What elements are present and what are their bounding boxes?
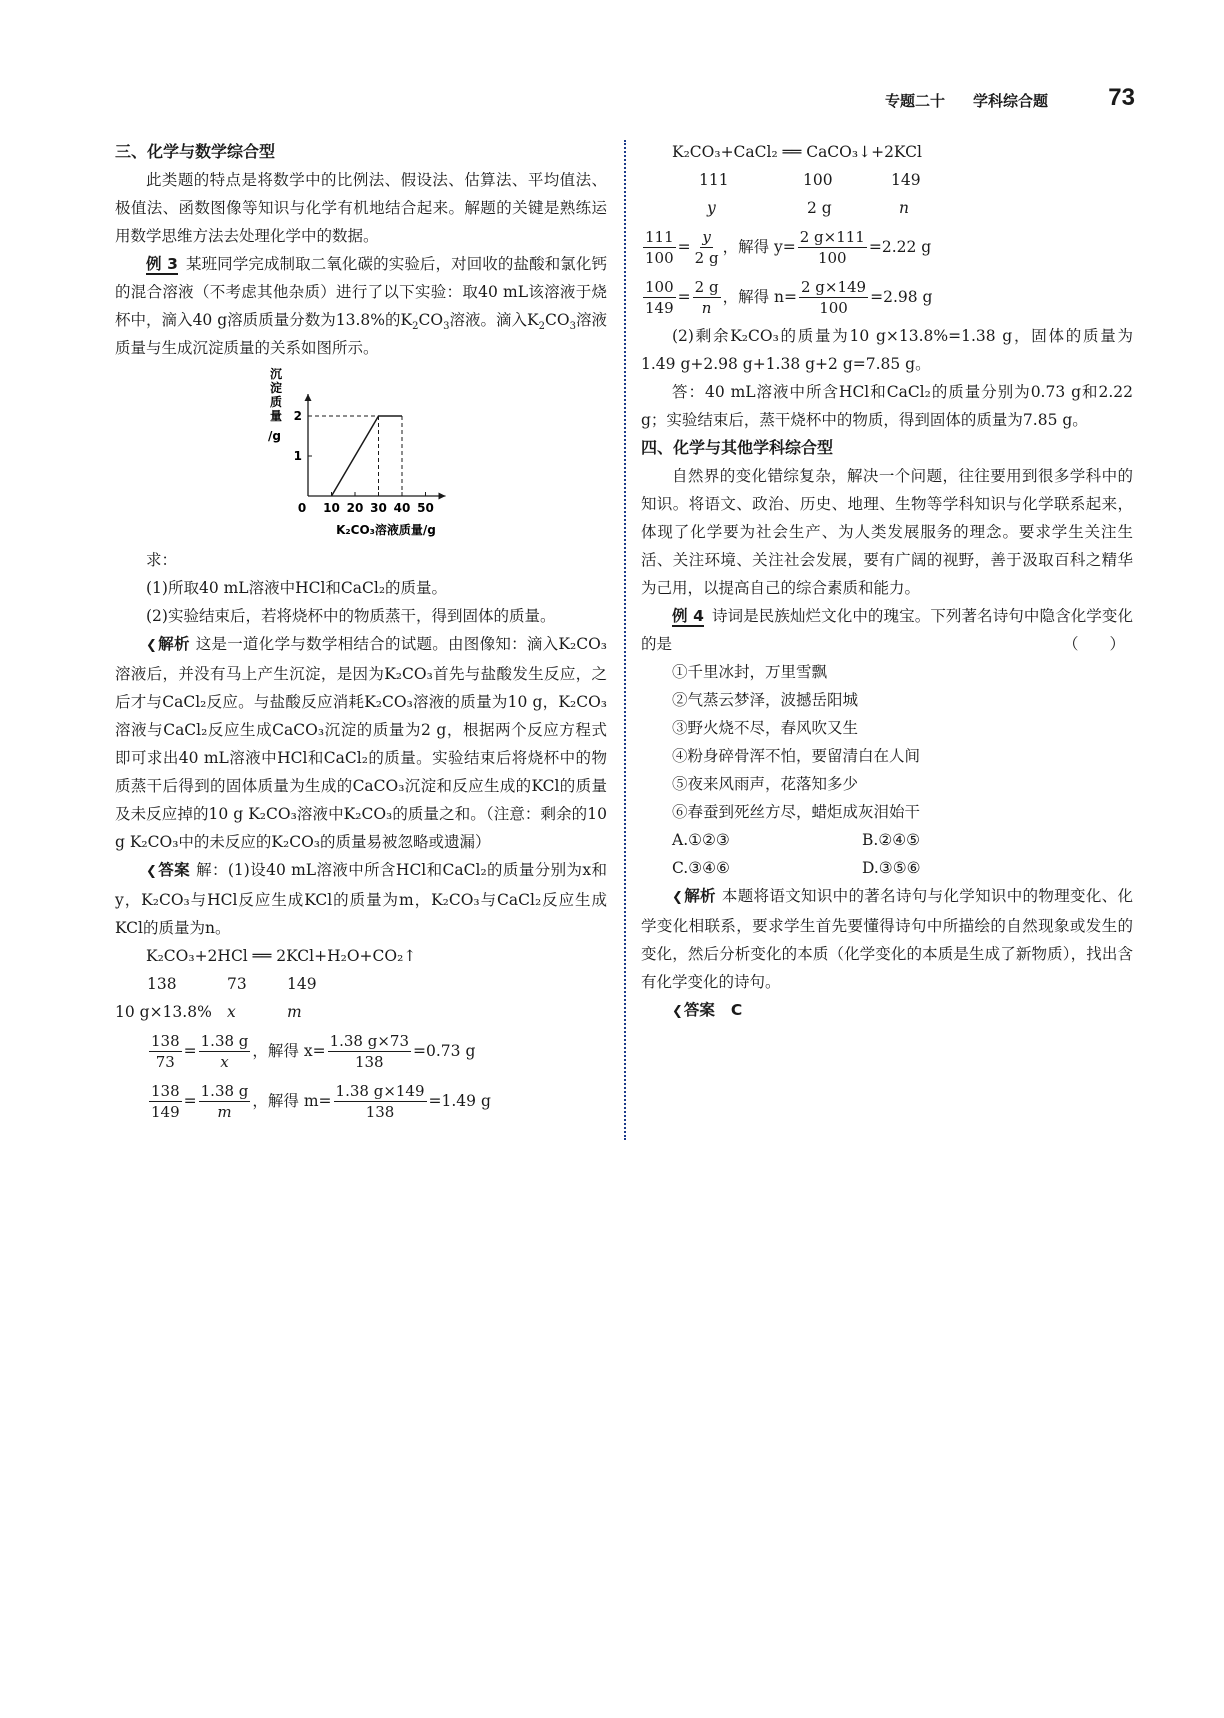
page-number: 73: [1108, 84, 1135, 111]
equation-1-molar: 138 73 149: [147, 975, 317, 993]
column-divider: [624, 140, 626, 1140]
x-axis-arrow-icon: [439, 493, 446, 500]
y-axis-label: 量: [270, 409, 283, 423]
options-row-1: [672, 826, 1133, 854]
option-d: D.③⑤⑥: [862, 859, 921, 877]
option-c: C.③④⑥: [672, 859, 730, 877]
analysis-marker-icon: ❮: [672, 890, 683, 905]
right-column: [641, 138, 1133, 1026]
answer-marker-icon: ❮: [146, 864, 157, 879]
example4-analysis: ❮解析 本题将语文知识中的著名诗句与化学知识中的物理变化、化学变化相联系，要求学生首先要懂得诗句中所描绘的自然现象或发生的变化，然后分析变化的本质（化学变化的本质是生成了新物质），找出含有化学变化的诗句。: [641, 887, 1133, 991]
answer-tag: ❮答案: [146, 861, 191, 879]
equation-2-masses: y 2 g n: [707, 199, 909, 217]
equation-2-molar: 111 100 149: [699, 171, 921, 189]
section4-intro: 自然界的变化错综复杂，解决一个问题，往往要用到很多学科中的知识。将语文、政治、历史、地理、生物等学科知识与化学联系起来，体现了化学要为社会生产、为人类发展服务的理念。要求学生关注生活、关注环境、关注社会发展，要有广阔的视野，善于汲取百科之精华为己用，以提高自己的综合素质和能力。: [641, 467, 1133, 597]
example3-q2: (2)实验结束后，若将烧杯中的物质蒸干，得到固体的质量。: [146, 607, 556, 625]
answer-value: C: [730, 1001, 743, 1019]
y-axis-label-unit: /g: [268, 429, 281, 443]
y-tick-label: 2: [293, 409, 302, 423]
y-axis-label: 沉: [270, 367, 283, 381]
poem-item: ⑥春蚕到死丝方尽，蜡炬成灰泪始干: [672, 803, 921, 821]
example3-q1: (1)所取40 mL溶液中HCl和CaCl₂的质量。: [146, 579, 448, 597]
option-a: A.①②③: [672, 831, 730, 849]
example3-stem: 例 3 某班同学完成制取二氧化碳的实验后，对回收的盐酸和氯化钙的混合溶液（不考虑其他杂质）进行了以下实验：取40 mL该溶液于烧杯中，滴入40 g溶质质量分数为13.8%的$K_2CO_3$溶液。滴入$K_2CO_3$溶液质量与生成沉淀质量的关系如图所示。: [115, 255, 607, 357]
x-tick-label: 0: [297, 501, 307, 515]
x-axis-label: K₂CO₃溶液质量/g: [336, 523, 436, 537]
x-tick-label: 40: [393, 501, 411, 515]
options-row-2: [672, 854, 1133, 882]
example3-part2: (2)剩余K₂CO₃的质量为10 g×13.8%=1.38 g，固体的质量为1.49 g+2.98 g+1.38 g+2 g=7.85 g。: [641, 327, 1133, 373]
x-tick-label: 20: [346, 501, 364, 515]
calc-y: $\frac{111}{100}$ = $\frac{y}{2 g}$ ，解得 y= $\frac{2 g\times 111}{100}$ =2.22 g: [645, 227, 932, 267]
y-axis-arrow-icon: [305, 394, 312, 401]
equation-1-masses: 10 g×13.8% x m: [115, 1003, 302, 1021]
poem-item: ④粉身碎骨浑不怕，要留清白在人间: [672, 747, 921, 765]
header-subject: 学科综合题: [973, 92, 1049, 110]
answer-tag: ❮答案: [672, 1001, 715, 1019]
poem-item: ②气蒸云梦泽，波撼岳阳城: [672, 691, 859, 709]
poem-item: ⑤夜来风雨声，花落知多少: [672, 775, 859, 793]
section3-intro: 此类题的特点是将数学中的比例法、假设法、估算法、平均值法、极值法、函数图像等知识与化学有机地结合起来。解题的关键是熟练运用数学思维方法去处理化学中的数据。: [115, 171, 607, 245]
analysis-tag: ❮解析: [672, 887, 716, 905]
x-tick-label: 50: [417, 501, 434, 515]
analysis-marker-icon: ❮: [146, 638, 157, 653]
answer-blank: （ ）: [1062, 635, 1125, 653]
equation-1: K₂CO₃+2HCl ══ 2KCl+H₂O+CO₂↑: [146, 947, 417, 965]
calc-m: $\frac{138}{149}$ = $\frac{1.38 g}{m}$ ，解得 m= $\frac{1.38 g\times 149}{138}$ =1.49 g: [151, 1081, 491, 1121]
example3-analysis: ❮解析 这是一道化学与数学相结合的试题。由图像知：滴入K₂CO₃溶液后，并没有马上产生沉淀，是因为K₂CO₃首先与盐酸发生反应，之后才与CaCl₂反应。与盐酸反应消耗K₂CO₃溶液的质量为10 g，K₂CO₃溶液与CaCl₂反应生成CaCO₃沉淀的质量为2 g，根据两个反应方程式即可求出40 mL溶液中HCl和CaCl₂的质量。实验结束后将烧杯中的物质蒸干后得到的固体质量为生成的CaCO₃沉淀和反应生成的KCl的质量及未反应掉的10 g K₂CO₃溶液中K₂CO₃的质量之和。（注意：剩余的10 g K₂CO₃中的未反应的K₂CO₃的质量易被忽略或遗漏）: [115, 635, 607, 851]
analysis-tag: ❮解析: [146, 635, 190, 653]
header-topic: 专题二十: [885, 92, 946, 110]
answer-marker-icon: ❮: [672, 1004, 683, 1019]
example4-stem: 例 4 诗词是民族灿烂文化中的瑰宝。下列著名诗句中隐含化学变化的是 （ ）: [641, 602, 1133, 658]
example3-answer: ❮答案 解：(1)设40 mL溶液中所含HCl和CaCl₂的质量分别为x和y，K₂CO₃与HCl反应生成KCl的质量为m，K₂CO₃与CaCl₂反应生成KCl的质量为n。: [115, 861, 607, 937]
calc-x: $\frac{138}{73}$ = $\frac{1.38 g}{x}$ ，解得 x= $\frac{1.38 g\times 73}{138}$ =0.73 g: [151, 1031, 476, 1071]
y-axis-label: 淀: [270, 381, 283, 395]
x-tick-label: 10: [323, 501, 340, 515]
left-column: [115, 138, 607, 1126]
example3-label: 例 3: [146, 255, 178, 273]
page-header: [885, 84, 1135, 114]
example3-conclusion: 答：40 mL溶液中所含HCl和CaCl₂的质量分别为0.73 g和2.22 g；实验结束后，蒸干烧杯中的物质，得到固体的质量为7.85 g。: [641, 383, 1133, 429]
calc-n: $\frac{100}{149}$ = $\frac{2 g}{n}$ ，解得 n= $\frac{2 g\times 149}{100}$ =2.98 g: [645, 277, 933, 317]
example4-label: 例 4: [672, 607, 704, 625]
poem-item: ③野火烧不尽，春风吹又生: [672, 719, 859, 737]
section3-heading: 三、化学与数学综合型: [115, 142, 276, 161]
precipitate-chart: [115, 364, 607, 542]
y-tick-label: 1: [293, 449, 302, 463]
poem-item: ①千里冰封，万里雪飘: [672, 663, 828, 681]
equation-2: K₂CO₃+CaCl₂ ══ CaCO₃↓+2KCl: [672, 143, 922, 161]
section4-heading: 四、化学与其他学科综合型: [641, 438, 834, 457]
example3-ask: 求：: [146, 551, 178, 569]
x-tick-label: 30: [370, 501, 387, 515]
y-axis-label: 质: [270, 395, 283, 409]
example4-answer: [641, 996, 1133, 1026]
option-b: B.②④⑤: [862, 831, 921, 849]
chart-svg: [260, 364, 460, 542]
series-line: [332, 416, 403, 496]
